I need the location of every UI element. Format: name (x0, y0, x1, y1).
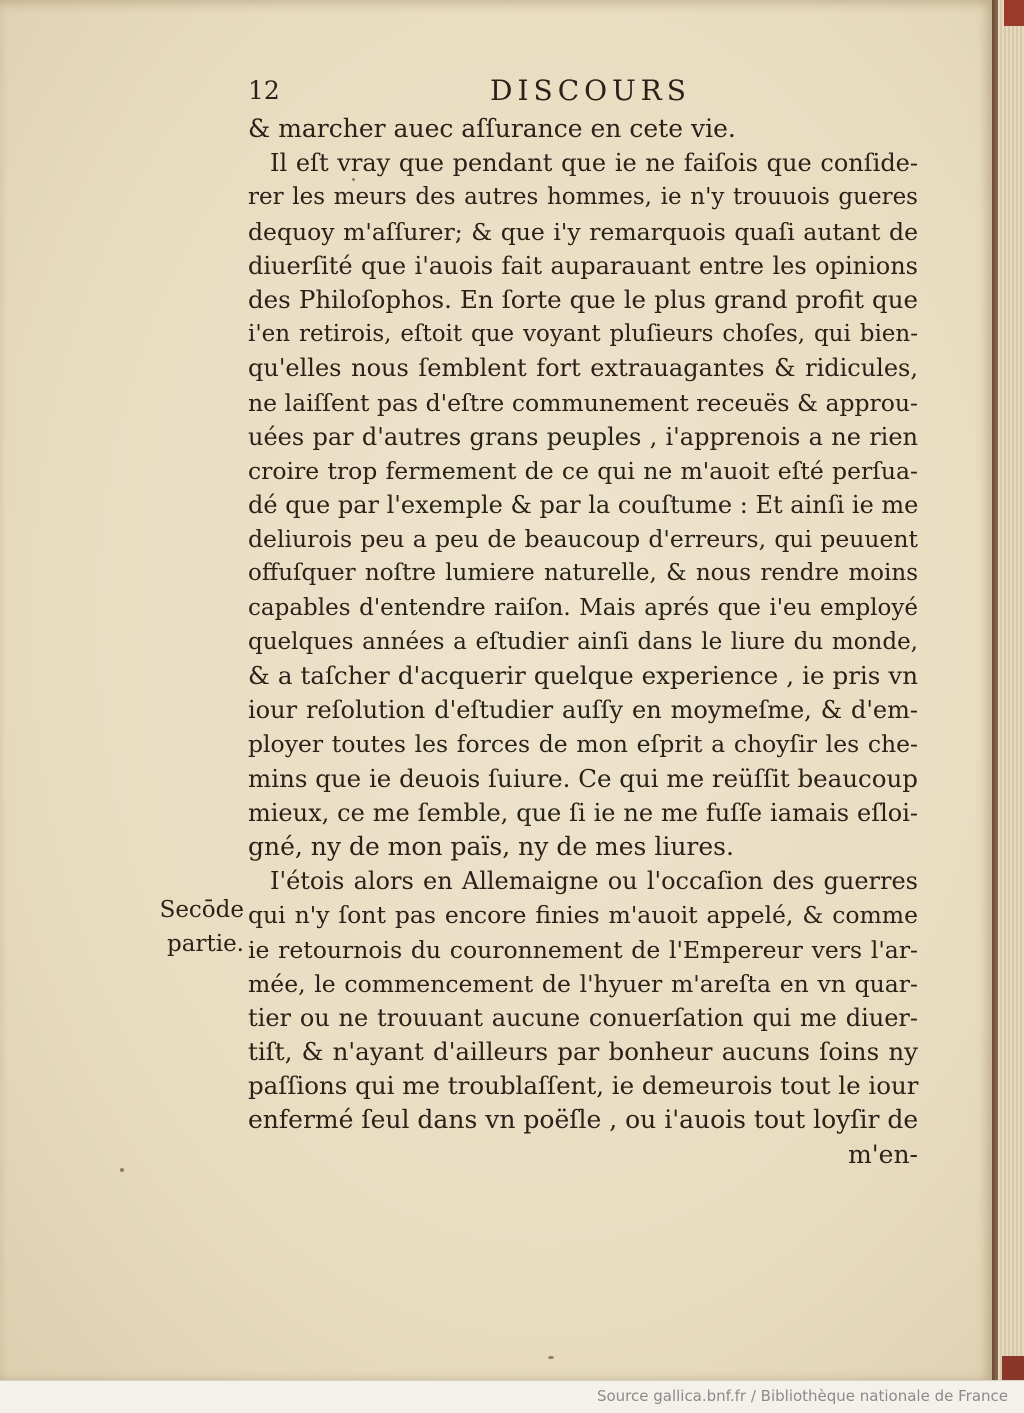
text-line: qui n'y ſont pas encore finies m'auoit appelé, & comme (248, 901, 918, 930)
text-line: qu'elles nous ſemblent fort extrauagantes & ridicules, (248, 354, 918, 383)
text-line: uées par d'autres grans peuples , i'apprenois a ne rien (248, 422, 918, 451)
text-line: tiſt, & n'ayant d'ailleurs par bonheur aucuns ſoins ny (248, 1037, 918, 1067)
text-line: gné, ny de mon païs, ny de mes liures. (248, 831, 734, 861)
text-line: & a taſcher d'acquerir quelque experience , ie pris vn (248, 661, 918, 690)
text-line: paſſions qui me troublaſſent, ie demeurois tout le iour (248, 1071, 919, 1101)
text-line: capables d'entendre raiſon. Mais aprés que i'eu employé (248, 594, 918, 621)
text-line: iour reſolution d'eſtudier auſſy en moymeſme, & d'em- (248, 696, 918, 725)
margin-note (152, 893, 244, 961)
running-title: DISCOURS (490, 74, 691, 107)
text-line: quelques années a eſtudier ainſi dans le liure du monde, (248, 628, 918, 655)
margin-note-line: Secōde (159, 897, 244, 923)
text-line: dequoy m'aſſurer; & que i'y remarquois quaſi autant de (248, 217, 918, 246)
text-line: deliurois peu a peu de beaucoup d'erreurs, qui peuuent (248, 525, 918, 554)
catchword: m'en- (848, 1139, 918, 1169)
paper-speck (548, 1356, 554, 1359)
page-number: 12 (248, 76, 280, 105)
source-credit: Source gallica.bnf.fr / Bibliothèque nationale de France (596, 1387, 1008, 1405)
text-line: rer les meurs des autres hommes, ie n'y trouuois gueres (248, 184, 918, 211)
text-line: I'étois alors en Allemaigne ou l'occaſion des guerres (270, 867, 918, 896)
text-line: Il eſt vray que pendant que ie ne faiſois que conſide- (270, 149, 918, 178)
text-line: offuſquer noſtre lumiere naturelle, & nous rendre moins (248, 560, 918, 587)
text-line: enfermé ſeul dans vn poëſle , ou i'auois tout loyſir de (248, 1105, 919, 1135)
text-line: diuerſité que i'auois fait auparauant entre les opinions (248, 251, 918, 280)
text-line: mieux, ce me ſemble, que ſi ie ne me fuſſe iamais eſloi- (248, 798, 918, 827)
page-leaves-edge (998, 0, 1024, 1380)
margin-note-line: partie. (167, 931, 244, 958)
text-line: ne laiſſent pas d'eſtre communement receuës & approu- (248, 388, 918, 417)
paper-speck (352, 178, 355, 181)
paper-speck (120, 1168, 124, 1172)
text-line: i'en retirois, eſtoit que voyant pluſieurs choſes, qui bien- (248, 321, 918, 348)
text-line: & marcher auec aſſurance en cete vie. (248, 114, 736, 143)
text-line: ie retournois du couronnement de l'Empereur vers l'ar- (248, 935, 918, 964)
text-line: mée, le commencement de l'hyuer m'areſta en vn quar- (248, 969, 918, 998)
text-line: mins que ie deuois ſuiure. Ce qui me reüſſit beaucoup (248, 763, 918, 793)
running-head (248, 74, 918, 110)
text-line: tier ou ne trouuant aucune conuerſation qui me diuer- (248, 1003, 918, 1032)
text-line: ployer toutes les forces de mon eſprit a choyſir les che- (248, 730, 918, 759)
text-line: des Philoſophos. En ſorte que le plus grand profit que (248, 284, 918, 314)
body-text (248, 112, 918, 1172)
text-line: dé que par l'exemple & par la couſtume : Et ainſi ie me (248, 491, 919, 520)
source-bar (0, 1380, 1024, 1413)
text-line: croire trop fermement de ce qui ne m'auoit eſté perſua- (248, 456, 918, 485)
